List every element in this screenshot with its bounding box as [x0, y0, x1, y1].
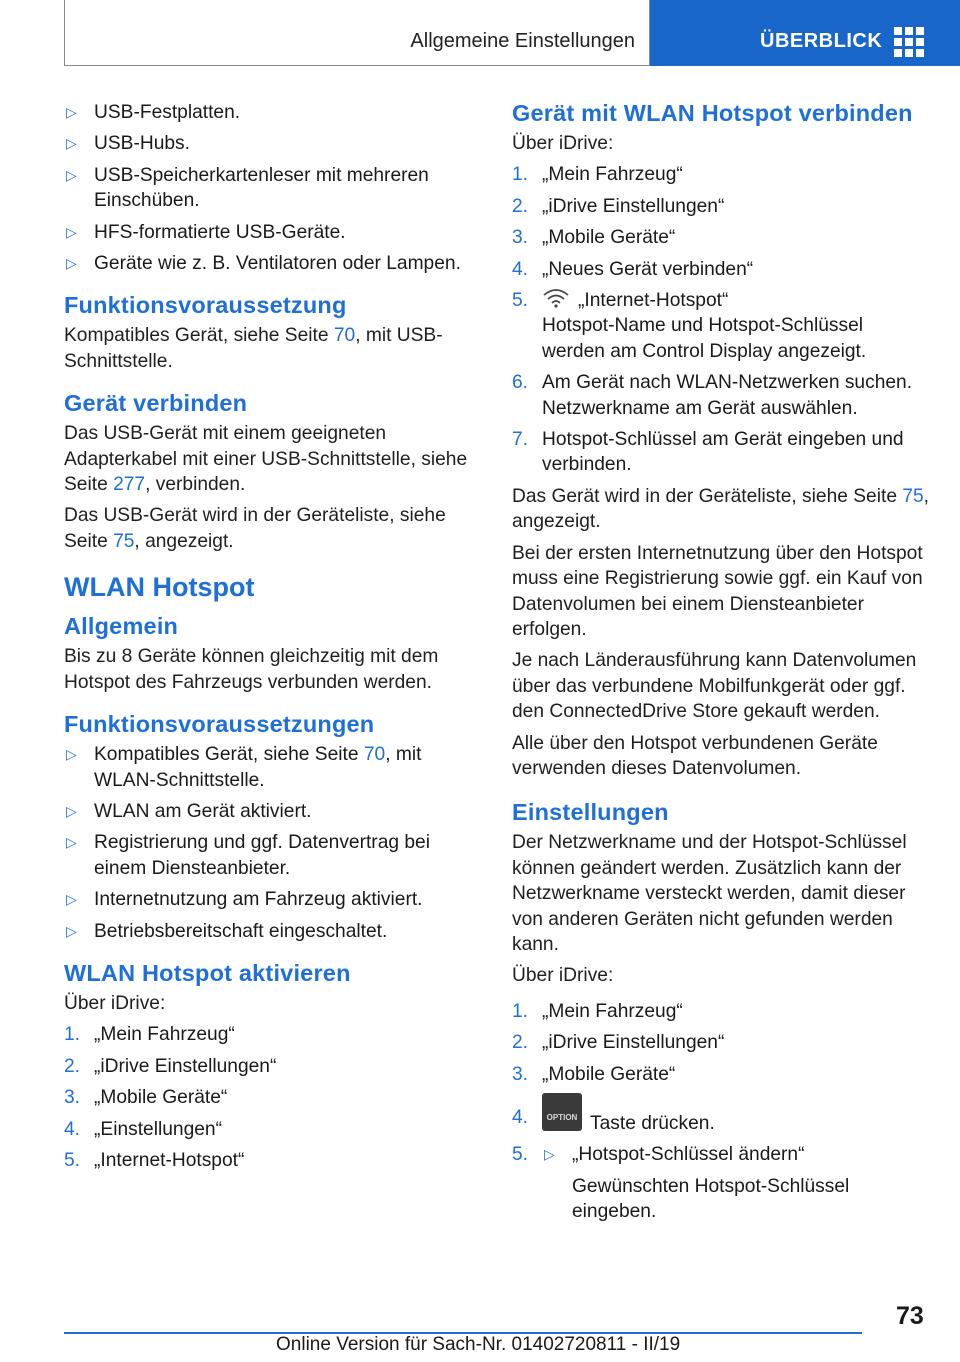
- triangle-bullet-icon: ▷: [66, 802, 77, 819]
- grid-icon[interactable]: [894, 27, 924, 57]
- list-item: 5. „Internet-Hotspot“: [64, 1149, 245, 1171]
- list-item: 4. OPTION Taste drücken.: [512, 1093, 930, 1136]
- footer-version-text: Online Version für Sach-Nr. 01402720811 - II/19: [276, 1334, 681, 1355]
- paragraph: Über iDrive:: [64, 992, 166, 1014]
- header-title-box: [64, 0, 650, 66]
- paragraph: Das USB-Gerät wird in der Geräteliste, siehe Seite 75, angezeigt.: [64, 505, 446, 552]
- chapter-heading: WLAN Hotspot: [64, 572, 255, 603]
- list-item: 4. „Neues Gerät verbinden“: [512, 258, 754, 280]
- header-title: Allgemeine Einstellungen: [410, 30, 635, 52]
- list-item: ▷ Internetnutzung am Fahrzeug aktiviert.: [64, 887, 482, 912]
- page-link[interactable]: 75: [113, 530, 135, 552]
- list-item: 1. „Mein Fahrzeug“: [512, 1000, 683, 1022]
- list-item: 5. ▷ „Hotspot-Schlüssel ändern“ Gewünschten Hotspot-Schlüssel eingeben.: [512, 1144, 850, 1223]
- paragraph: Das Gerät wird in der Geräteliste, siehe Seite 75, angezeigt.: [512, 485, 930, 533]
- section-heading: Einstellungen: [512, 799, 669, 826]
- list-item: 1. „Mein Fahrzeug“: [512, 164, 683, 186]
- requirements-list: [64, 742, 482, 944]
- section-heading: Gerät mit WLAN Hotspot verbinden: [512, 100, 913, 126]
- list-item: ▷ Registrierung und ggf. Datenvertrag bei einem Diensteanbieter.: [66, 832, 430, 879]
- triangle-bullet-icon: ▷: [66, 746, 77, 763]
- activate-steps: [64, 1022, 482, 1173]
- list-item: 3. „Mobile Geräte“: [64, 1087, 228, 1109]
- right-column: [512, 100, 930, 1231]
- triangle-bullet-icon: ▷: [66, 834, 77, 851]
- option-key-icon: OPTION: [542, 1093, 582, 1131]
- page-link[interactable]: 70: [363, 744, 386, 766]
- list-item: ▷ Betriebsbereitschaft eingeschaltet.: [64, 919, 482, 944]
- overview-label: ÜBERBLICK: [760, 30, 883, 52]
- list-item: ▷ USB-Speicherkartenleser mit mehreren Einschüben.: [66, 164, 429, 212]
- section-heading: Funktionsvoraussetzung: [64, 292, 347, 319]
- triangle-bullet-icon: ▷: [66, 891, 77, 908]
- page-number: 73: [896, 1302, 924, 1330]
- list-item: ▷ HFS-formatierte USB-Geräte.: [64, 220, 482, 245]
- triangle-bullet-icon: ▷: [66, 135, 77, 152]
- triangle-bullet-icon: ▷: [66, 255, 77, 272]
- list-item: 3. „Mobile Geräte“: [512, 1063, 676, 1085]
- list-item: 6. Am Gerät nach WLAN-Netzwerken suchen. Netzwerkname am Gerät auswählen.: [512, 372, 913, 419]
- list-item: 7. Hotspot-Schlüssel am Gerät eingeben und verbinden.: [512, 429, 904, 476]
- list-item: ▷ Kompatibles Gerät, siehe Seite 70, mit WLAN-Schnittstelle.: [66, 744, 422, 791]
- list-item: 2. „iDrive Einstellungen“: [512, 1032, 725, 1054]
- section-heading: WLAN Hotspot aktivieren: [64, 959, 351, 986]
- triangle-bullet-icon: ▷: [66, 104, 77, 120]
- list-item: 4. „Einstellungen“: [64, 1118, 222, 1140]
- paragraph: Über iDrive:: [512, 133, 614, 154]
- triangle-bullet-icon: ▷: [66, 223, 77, 240]
- paragraph: Kompatibles Gerät, siehe Seite 70, mit USB-Schnittstelle.: [64, 325, 443, 372]
- page-link[interactable]: 70: [333, 325, 356, 347]
- paragraph: Über iDrive:: [512, 965, 614, 987]
- list-item: ▷ USB-Festplatten.: [64, 100, 482, 125]
- list-item: 2. „iDrive Einstellungen“: [64, 1055, 277, 1077]
- triangle-bullet-icon: ▷: [544, 1146, 555, 1163]
- settings-steps: [512, 999, 930, 1225]
- overview-tab[interactable]: [650, 0, 960, 66]
- page-link[interactable]: 75: [902, 485, 924, 507]
- list-item: 3. „Mobile Geräte“: [512, 227, 676, 249]
- triangle-bullet-icon: ▷: [66, 922, 77, 939]
- section-heading: Allgemein: [64, 613, 179, 640]
- connect-steps: [512, 162, 930, 477]
- left-column: [64, 100, 482, 1179]
- paragraph: Bei der ersten Internetnutzung über den Hotspot muss eine Registrierung sowie ggf. ein Kauf von Datenvolumen bei einem Diensteanbieter erfolgen.: [512, 542, 923, 640]
- section-heading: Funktionsvoraussetzungen: [64, 711, 375, 738]
- list-item: 2. „iDrive Einstellungen“: [512, 195, 725, 217]
- section-heading: Gerät verbinden: [64, 390, 248, 417]
- list-item: ▷ WLAN am Gerät aktiviert.: [64, 799, 482, 824]
- paragraph: Das USB-Gerät mit einem geeigneten Adapterkabel mit einer USB-Schnittstelle, siehe Seite 277, verbinden.: [64, 423, 468, 496]
- triangle-bullet-icon: ▷: [66, 166, 77, 183]
- list-item: ▷ Geräte wie z. B. Ventilatoren oder Lampen.: [64, 251, 482, 276]
- paragraph: Je nach Länderausführung kann Datenvolumen über das verbundene Mobilfunkgerät oder ggf. den ConnectedDrive Store gekauft werden.: [512, 650, 917, 723]
- wifi-hotspot-icon: [542, 288, 570, 308]
- page-link[interactable]: 277: [113, 474, 146, 496]
- paragraph: Der Netzwerkname und der Hotspot-Schlüssel können geändert werden. Zusätzlich kann der Netzwerkname versteckt werden, damit dieser von anderen Geräten nicht gefunden werden kann.: [512, 832, 907, 955]
- list-item: ▷ USB-Hubs.: [64, 131, 482, 156]
- paragraph: Bis zu 8 Geräte können gleichzeitig mit dem Hotspot des Fahrzeugs verbunden werden.: [64, 646, 439, 693]
- list-item: 5. „Internet-Hotspot“ Hotspot-Name und Hotspot-Schlüssel werden am Control Display angezeigt.: [512, 290, 867, 362]
- list-item: 1. „Mein Fahrzeug“: [64, 1024, 235, 1046]
- usb-unsupported-list: [64, 100, 482, 276]
- paragraph: Alle über den Hotspot verbundenen Geräte verwenden dieses Datenvolumen.: [512, 732, 878, 779]
